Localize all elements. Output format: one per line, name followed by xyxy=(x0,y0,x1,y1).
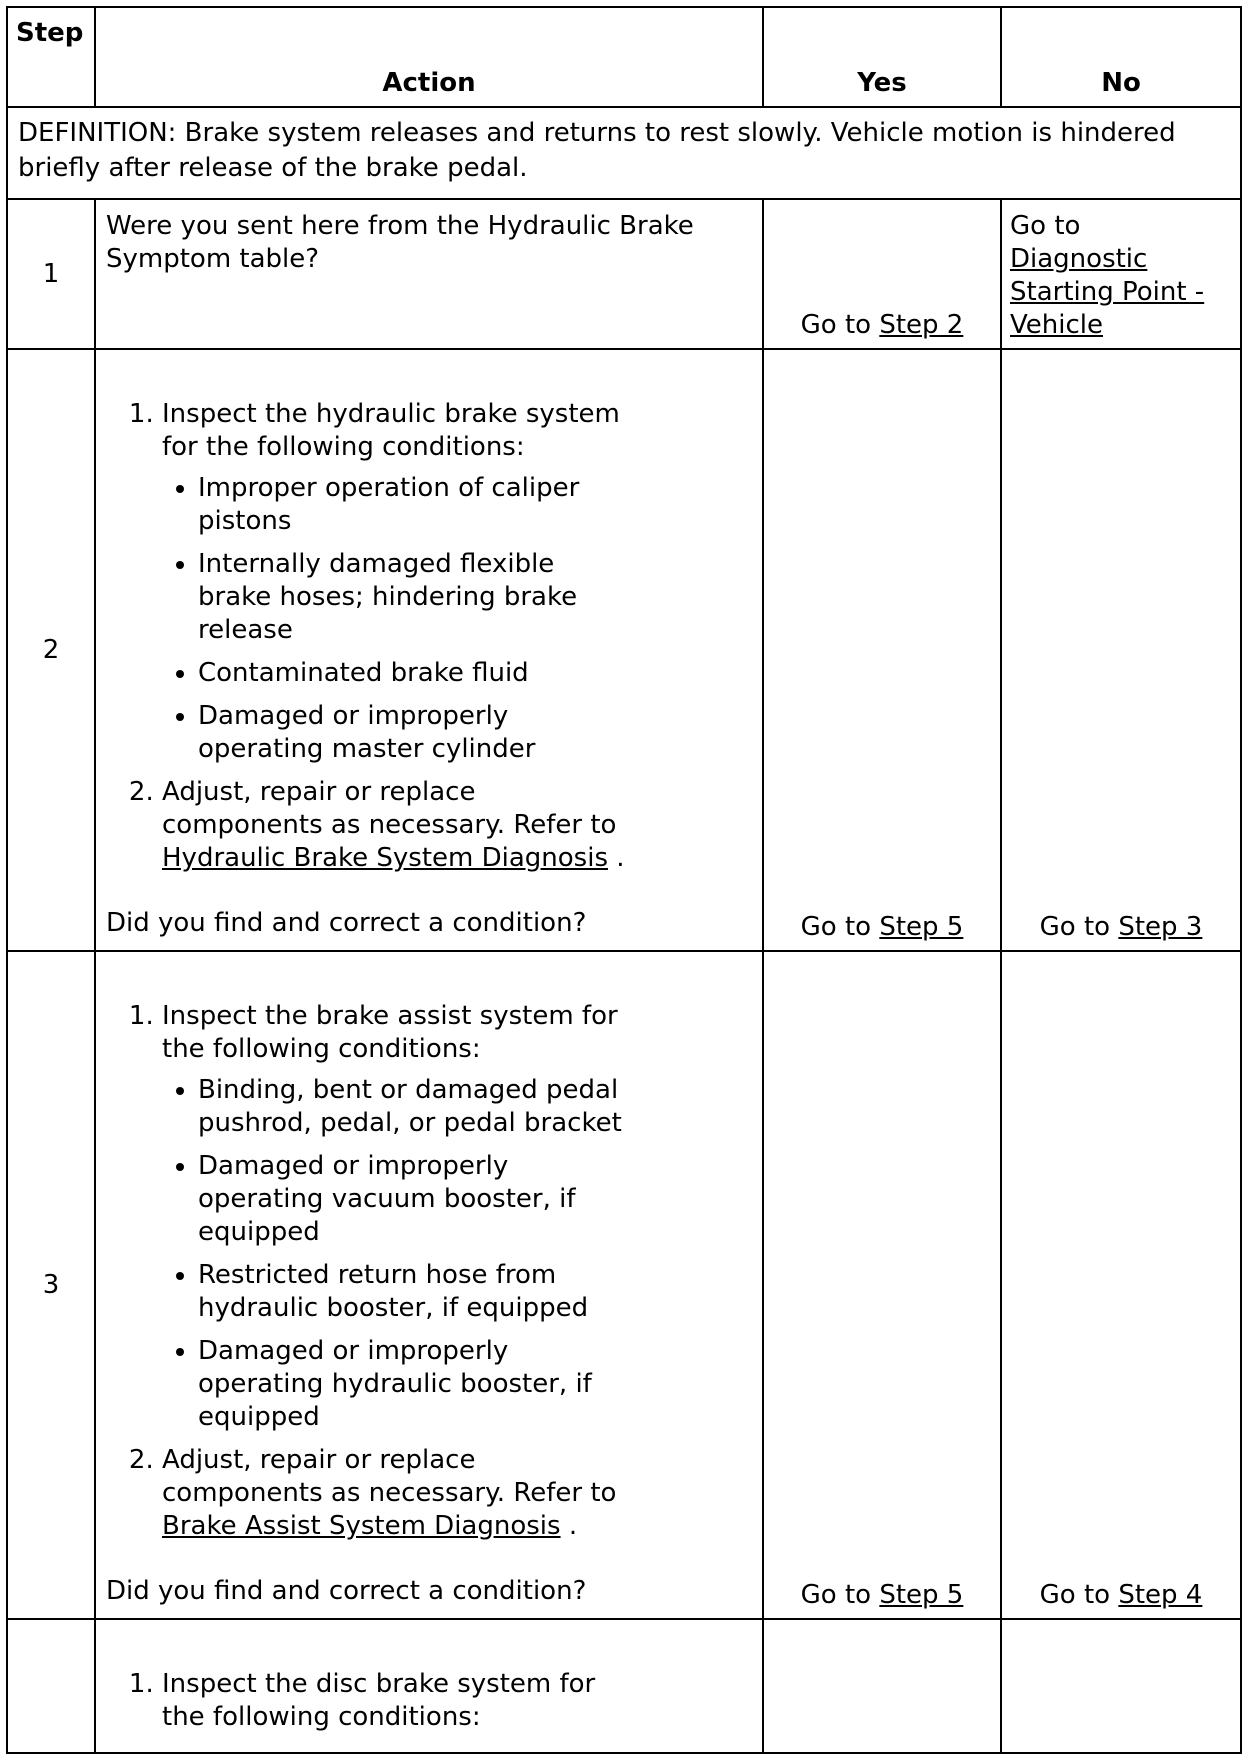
ref-suffix: . xyxy=(560,1511,578,1541)
yes-cell xyxy=(763,349,1001,951)
header-action: Action xyxy=(95,7,763,107)
definition-row xyxy=(7,107,1241,199)
action-step-text: Inspect the hydraulic brake system for the following conditions: xyxy=(162,399,620,462)
step-action xyxy=(95,349,763,951)
step-question: Did you find and correct a condition? xyxy=(106,908,587,938)
no-link[interactable]: Step 4 xyxy=(1118,1580,1203,1610)
table-row xyxy=(7,1619,1241,1753)
step-number xyxy=(7,1619,95,1753)
goto-prefix: Go to xyxy=(1039,912,1119,942)
table-row xyxy=(7,349,1241,951)
yes-link[interactable]: Step 2 xyxy=(879,310,964,340)
step-action xyxy=(95,199,763,349)
definition-text: DEFINITION: Brake system releases and returns to rest slowly. Vehicle motion is hindered briefly after release of the brake pedal. xyxy=(7,107,1241,199)
header-step: Step xyxy=(7,7,95,107)
action-step-text: Inspect the brake assist system for the following conditions: xyxy=(162,1001,618,1064)
no-cell xyxy=(1001,199,1241,349)
action-step-text: Adjust, repair or replace components as necessary. Refer to xyxy=(162,1445,617,1508)
action-step-text: Adjust, repair or replace components as necessary. Refer to xyxy=(162,777,617,840)
step-question: Did you find and correct a condition? xyxy=(106,1576,587,1606)
goto-prefix: Go to xyxy=(800,912,880,942)
step-action-text: Were you sent here from the Hydraulic Brake Symptom table? xyxy=(106,211,694,274)
header-no: No xyxy=(1001,7,1241,107)
action-steps xyxy=(106,1668,626,1734)
no-cell xyxy=(1001,951,1241,1619)
condition-list xyxy=(162,472,626,766)
step-action xyxy=(95,1619,763,1753)
action-wrap xyxy=(106,1000,626,1543)
step-number: 1 xyxy=(7,199,95,349)
yes-link[interactable]: Step 5 xyxy=(879,1580,964,1610)
ref-suffix: . xyxy=(608,843,625,873)
action-wrap xyxy=(106,1668,626,1734)
condition-item: • Damaged or improperly operating hydraulic booster, if equipped xyxy=(198,1335,626,1434)
action-steps xyxy=(106,398,626,875)
goto-prefix: Go to xyxy=(800,1580,880,1610)
no-link[interactable]: Diagnostic Starting Point - Vehicle xyxy=(1010,244,1205,340)
condition-item: • Improper operation of caliper pistons xyxy=(198,472,626,538)
yes-link[interactable]: Step 5 xyxy=(879,912,964,942)
header-yes: Yes xyxy=(763,7,1001,107)
goto-prefix: Go to xyxy=(1010,211,1081,241)
yes-cell xyxy=(763,199,1001,349)
action-step-item xyxy=(162,1668,626,1734)
goto-prefix: Go to xyxy=(1039,1580,1119,1610)
step-number: 3 xyxy=(7,951,95,1619)
step-number: 2 xyxy=(7,349,95,951)
action-step-text: Inspect the disc brake system for the following conditions: xyxy=(162,1669,596,1732)
diagnostic-table xyxy=(6,6,1242,1754)
condition-item: • Binding, bent or damaged pedal pushrod, pedal, or pedal bracket xyxy=(198,1074,626,1140)
action-step-item xyxy=(162,776,626,875)
condition-item: • Contaminated brake fluid xyxy=(198,657,626,690)
condition-item: • Damaged or improperly operating master cylinder xyxy=(198,700,626,766)
goto-prefix: Go to xyxy=(800,310,880,340)
no-cell xyxy=(1001,1619,1241,1753)
table-row xyxy=(7,199,1241,349)
table-row xyxy=(7,951,1241,1619)
action-wrap xyxy=(106,398,626,875)
reference-link[interactable]: Brake Assist System Diagnosis xyxy=(162,1511,561,1541)
yes-cell xyxy=(763,1619,1001,1753)
step-action xyxy=(95,951,763,1619)
condition-item: • Internally damaged flexible brake hoses; hindering brake release xyxy=(198,548,626,647)
no-cell xyxy=(1001,349,1241,951)
condition-item: • Restricted return hose from hydraulic booster, if equipped xyxy=(198,1259,626,1325)
yes-cell xyxy=(763,951,1001,1619)
action-step-item xyxy=(162,398,626,766)
no-link[interactable]: Step 3 xyxy=(1118,912,1203,942)
reference-link[interactable]: Hydraulic Brake System Diagnosis xyxy=(162,843,608,873)
action-step-item xyxy=(162,1000,626,1434)
action-step-item xyxy=(162,1444,626,1543)
condition-item: • Damaged or improperly operating vacuum booster, if equipped xyxy=(198,1150,626,1249)
condition-list xyxy=(162,1074,626,1434)
header-row xyxy=(7,7,1241,107)
action-steps xyxy=(106,1000,626,1543)
